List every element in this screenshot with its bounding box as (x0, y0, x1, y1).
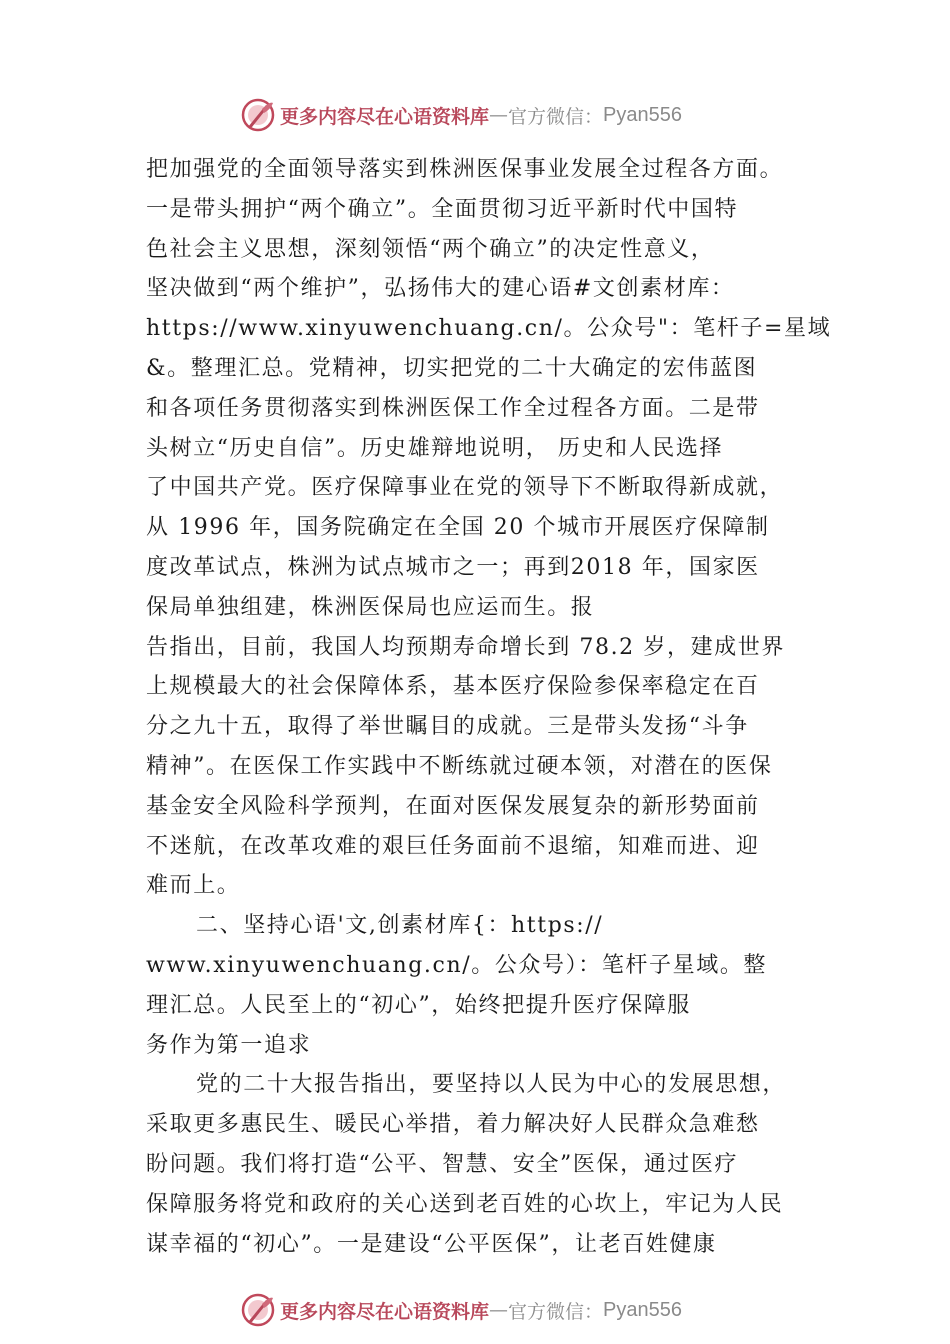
quill-logo-icon (240, 1292, 276, 1328)
text-line: 色社会主义思想，深刻领悟“两个确立”的决定性意义， (146, 236, 715, 262)
text-line: &。整理汇总。党精神，切实把党的二十大确定的宏伟蓝图 (146, 355, 758, 381)
text-line: 保障服务将党和政府的关心送到老百姓的心坎上，牢记为人民 (146, 1191, 784, 1217)
text-line: 基金安全风险科学预判，在面对医保发展复杂的新形势面前 (146, 793, 760, 819)
footer-watermark (240, 1290, 740, 1330)
text-line: 了中国共产党。医疗保障事业在党的领导下不断取得新成就， (146, 475, 784, 501)
watermark-main-text: 更多内容尽在心语资料库 (280, 1300, 490, 1323)
watermark-wechat-id: Pyan556 (603, 103, 682, 126)
document-body (146, 150, 846, 1264)
text-line: 告指出，目前，我国人均预期寿命增长到 78.2 岁，建成世界 (146, 634, 785, 660)
text-line: 保局单独组建，株洲医保局也应运而生。报 (146, 594, 595, 620)
text-line: 理汇总。人民至上的“初心”，始终把提升医疗保障服 (146, 992, 691, 1018)
watermark-wechat-id: Pyan556 (603, 1298, 682, 1321)
quill-logo-icon (240, 97, 276, 133)
watermark-main-text: 更多内容尽在心语资料库 (280, 105, 490, 128)
watermark-dash: — (489, 1299, 509, 1321)
text-line: 头树立“历史自信”。历史雄辩地说明， 历史和人民选择 (146, 435, 724, 461)
text-line: 难而上。 (146, 873, 241, 899)
text-line: 一是带头拥护“两个确立”。全面贯彻习近平新时代中国特 (146, 196, 739, 222)
text-line: 务作为第一追求 (146, 1032, 312, 1058)
text-line: 把加强党的全面领导落实到株洲医保事业发展全过程各方面。 (146, 157, 784, 182)
text-line: 不迷航，在改革攻难的艰巨任务面前不退缩，知难而进、迎 (146, 833, 760, 859)
text-line: 从 1996 年，国务院确定在全国 20 个城市开展医疗保障制 (146, 515, 770, 541)
text-line: 党的二十大报告指出，要坚持以人民为中心的发展思想， (196, 1072, 787, 1098)
watermark-dash: — (489, 104, 509, 126)
text-line: https://www.xinyuwenchuang.cn/。公众号"：笔杆子=星域 (146, 316, 832, 342)
text-line: 和各项任务贯彻落实到株洲医保工作全过程各方面。二是带 (146, 395, 760, 421)
header-watermark (240, 95, 740, 135)
text-line: 度改革试点，株洲为试点城市之一；再到2018 年，国家医 (146, 554, 760, 580)
text-line: 盼问题。我们将打造“公平、智慧、安全”医保，通过医疗 (146, 1151, 739, 1177)
text-line: 上规模最大的社会保障体系，基本医疗保险参保率稳定在百 (146, 674, 760, 700)
text-line: 坚决做到“两个维护”，弘扬伟大的建心语#文创素材库： (146, 276, 735, 302)
text-line: 采取更多惠民生、暖民心举措，着力解决好人民群众急难愁 (146, 1112, 760, 1138)
text-line: 谋幸福的“初心”。一是建设“公平医保”，让老百姓健康 (146, 1231, 717, 1257)
text-line: www.xinyuwenchuang.cn/。公众号）：笔杆子星域。整 (146, 952, 768, 978)
section-heading: 二、坚持心语'文,创素材库{：https:// (196, 913, 604, 939)
text-line: 分之九十五，取得了举世瞩目的成就。三是带头发扬“斗争 (146, 714, 749, 740)
watermark-wechat-label: 官方微信： (508, 105, 604, 128)
watermark-wechat-label: 官方微信： (508, 1300, 604, 1323)
text-line: 精神”。在医保工作实践中不断练就过硬本领，对潜在的医保 (146, 753, 773, 779)
